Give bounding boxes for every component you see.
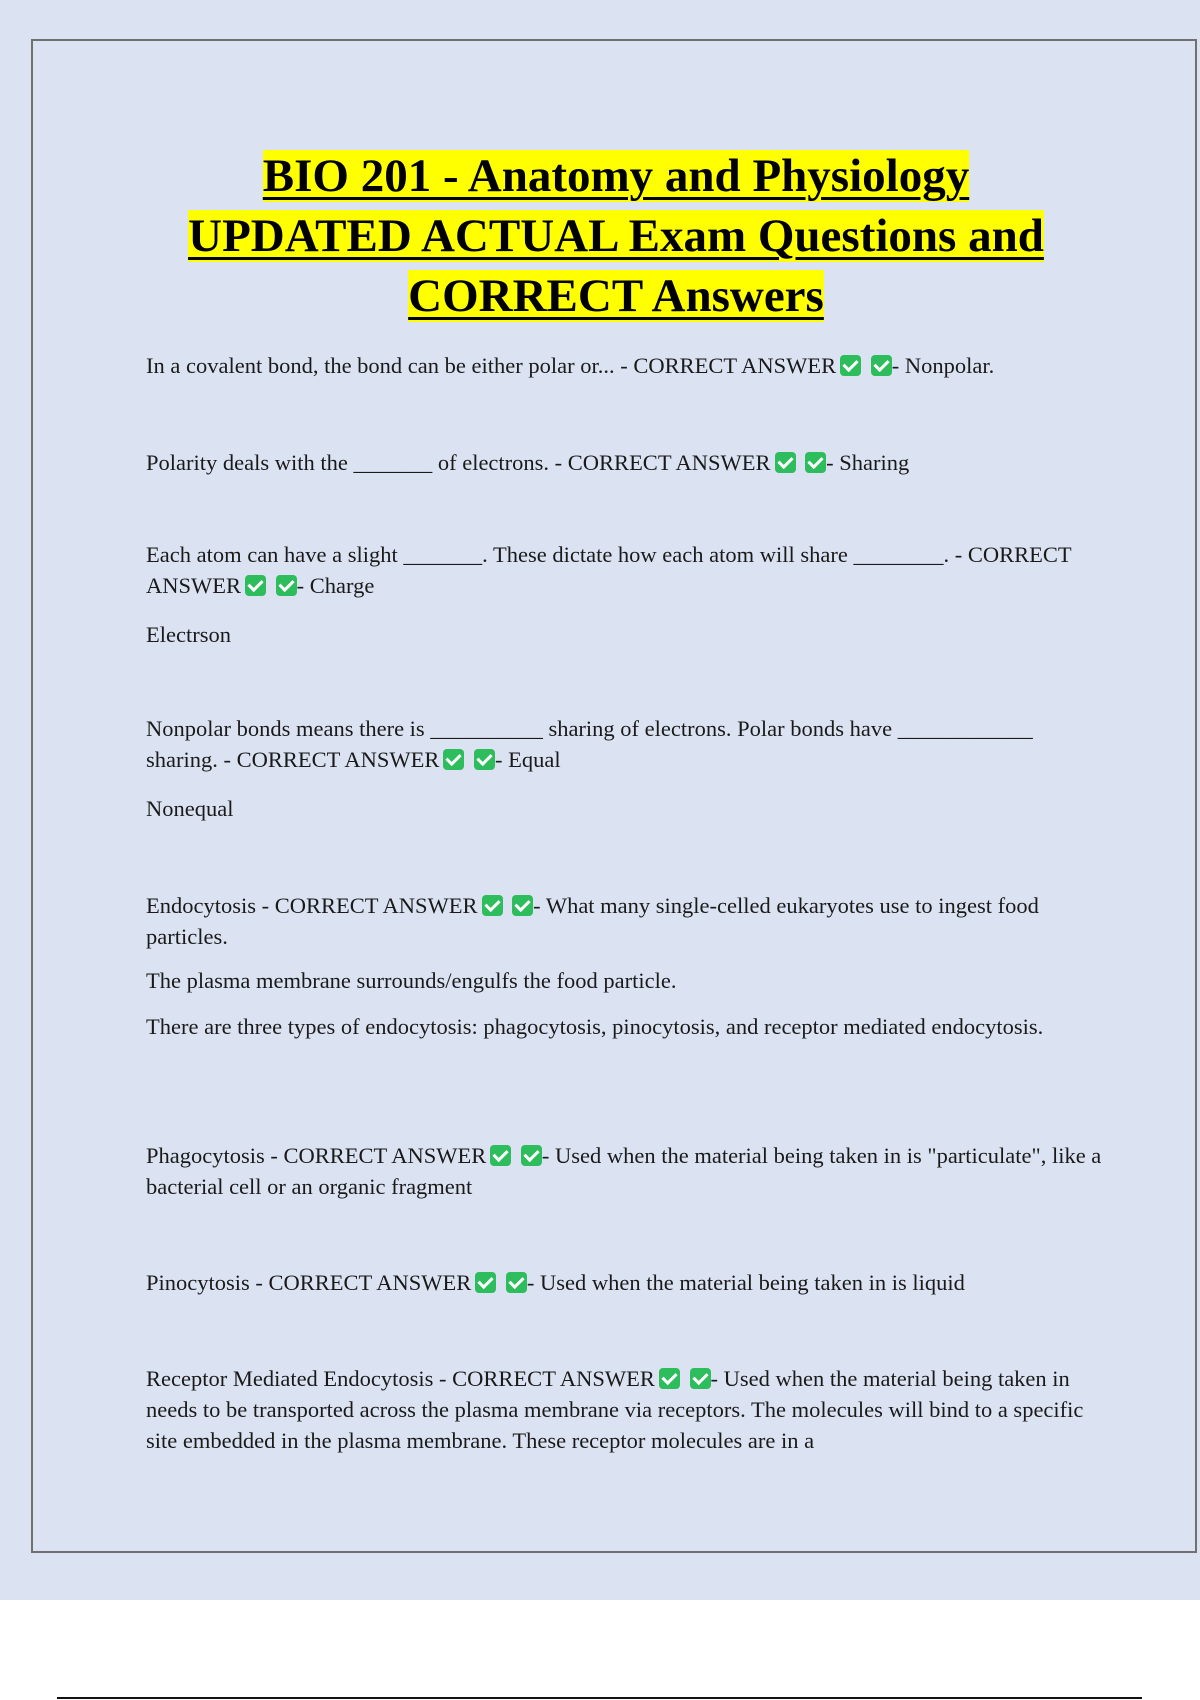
check-mark-icon: [276, 575, 297, 596]
check-mark-icon: [521, 1145, 542, 1166]
check-mark-icon: [245, 575, 266, 596]
answer-extra-line: Electrson: [146, 622, 231, 647]
answer-text: - Charge: [296, 573, 375, 598]
qa-item: Nonpolar bonds means there is __________ sharing of electrons. Polar bonds have ____________ sharing. - CORRECT ANSWER - Equal: [146, 716, 1033, 772]
title-line-3: CORRECT Answers: [408, 270, 824, 322]
answer-label: CORRECT ANSWER: [452, 1366, 655, 1391]
check-mark-icon: [775, 452, 796, 473]
check-mark-icon: [475, 1272, 496, 1293]
answer-label: CORRECT ANSWER: [236, 747, 440, 772]
qa-item: Phagocytosis - CORRECT ANSWER - Used when the material being taken in is "particulate", like a bacterial cell or an organic fragment: [146, 1143, 1102, 1199]
qa-item: Polarity deals with the _______ of electrons. - CORRECT ANSWER - Sharing: [146, 450, 910, 475]
answer-label: CORRECT ANSWER: [283, 1143, 487, 1168]
answer-extra-line: Nonequal: [146, 796, 234, 821]
check-mark-icon: [690, 1368, 711, 1389]
answer-text: - Nonpolar.: [891, 353, 995, 378]
answer-label: CORRECT ANSWER: [146, 542, 1072, 598]
answer-label: CORRECT ANSWER: [633, 353, 837, 378]
title-line-1: BIO 201 - Anatomy and Physiology: [262, 150, 970, 202]
answer-extra-line: There are three types of endocytosis: phagocytosis, pinocytosis, and receptor mediated endocytosis.: [146, 1014, 1044, 1039]
qa-item: Pinocytosis - CORRECT ANSWER - Used when the material being taken in is liquid: [146, 1270, 965, 1295]
check-mark-icon: [805, 452, 826, 473]
answer-label: CORRECT ANSWER: [268, 1270, 472, 1295]
answer-text: - What many single-celled eukaryotes use to ingest food particles.: [146, 893, 1039, 949]
answer-text: - Used when the material being taken in needs to be transported across the plasma membrane via receptors. The molecules will bind to a specific site embedded in the plasma membrane. These receptor molecules are in a: [146, 1366, 1084, 1453]
answer-text: - Used when the material being taken in is liquid: [526, 1270, 965, 1295]
answer-label: CORRECT ANSWER: [567, 450, 771, 475]
document-title: [33, 146, 1199, 326]
check-mark-icon: [840, 355, 861, 376]
qa-item: In a covalent bond, the bond can be either polar or... - CORRECT ANSWER - Nonpolar.: [146, 353, 995, 378]
answer-extra-line: The plasma membrane surrounds/engulfs the food particle.: [146, 968, 677, 993]
answer-label: CORRECT ANSWER: [274, 893, 478, 918]
check-mark-icon: [490, 1145, 511, 1166]
check-mark-icon: [512, 895, 533, 916]
check-mark-icon: [871, 355, 892, 376]
answer-text: - Used when the material being taken in is "particulate", like a bacterial cell or an organic fragment: [146, 1143, 1102, 1199]
qa-item: Receptor Mediated Endocytosis - CORRECT ANSWER - Used when the material being taken in needs to be transported across the plasma membrane via receptors. The molecules will bind to a specific site embedded in the plasma membrane. These receptor molecules are in a: [146, 1366, 1084, 1453]
footer-rule: [57, 1697, 1142, 1699]
check-mark-icon: [506, 1272, 527, 1293]
qa-item: Endocytosis - CORRECT ANSWER - What many single-celled eukaryotes use to ingest food particles.: [146, 893, 1039, 949]
document-page: [31, 39, 1197, 1553]
answer-text: - Equal: [494, 747, 561, 772]
check-mark-icon: [482, 895, 503, 916]
title-line-2: UPDATED ACTUAL Exam Questions and: [188, 210, 1044, 262]
qa-item: Each atom can have a slight _______. These dictate how each atom will share ________. - CORRECT ANSWER - Charge: [146, 542, 1072, 598]
check-mark-icon: [443, 749, 464, 770]
check-mark-icon: [659, 1368, 680, 1389]
check-mark-icon: [474, 749, 495, 770]
answer-text: - Sharing: [826, 450, 910, 475]
